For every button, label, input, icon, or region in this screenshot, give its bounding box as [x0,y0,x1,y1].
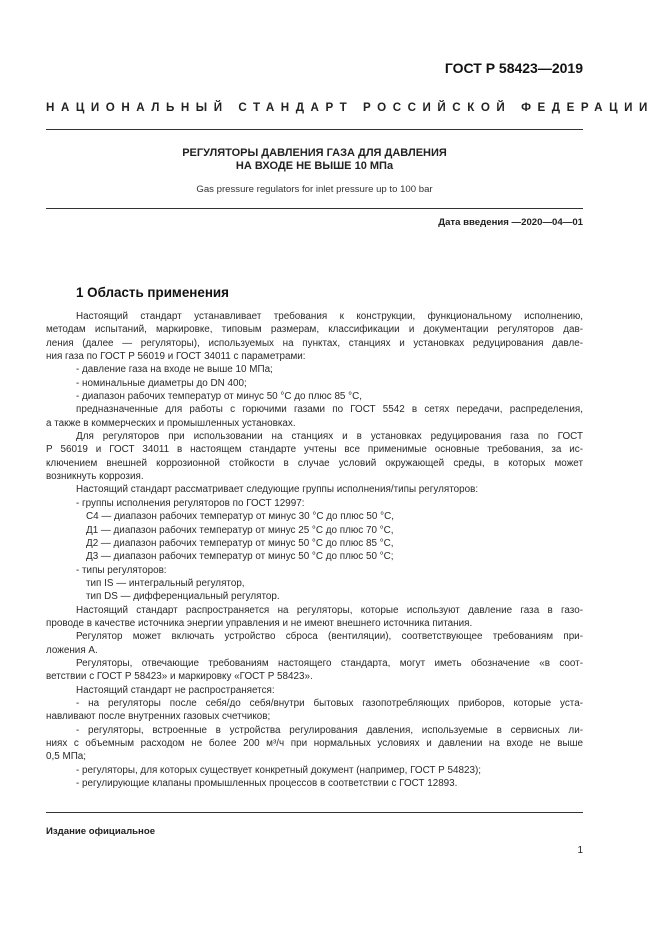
body-line: ниях с объемным расходом не более 200 м³/ч при нормальных условиях и давлении на входе не выше [46,738,583,749]
introduction-date: Дата введения —2020—04—01 [438,217,583,228]
body-line: - группы исполнения регуляторов по ГОСТ 12997: [76,497,305,509]
body-line: 0,5 МПа; [46,751,87,763]
body-line: тип IS — интегральный регулятор, [86,577,245,589]
english-title: Gas pressure regulators for inlet pressure up to 100 bar [196,184,433,195]
title-line-2: НА ВХОДЕ НЕ ВЫШЕ 10 МПа [235,160,394,172]
body-line: - регулирующие клапаны промышленных процессов в соответствии с ГОСТ 12893. [76,778,458,790]
body-line: - номинальные диаметры до DN 400; [76,377,247,389]
page-number: 1 [577,845,583,856]
body-line: Р 56019 и ГОСТ 34011 в настоящем стандарте учтены все применимые основные требования, за ис- [46,444,583,456]
body-line: предназначенные для работы с горючими газами по ГОСТ 5542 в сетях передачи, распределения, [76,404,583,416]
title-divider [46,208,583,209]
body-line: ключением внешней коррозионной стойкости в случае условий окружающей среды, в которых может [46,457,583,469]
body-line: Настоящий стандарт устанавливает требования к конструкции, функциональному исполнению, [76,311,583,322]
body-line: возникнуть коррозия. [46,471,144,483]
official-edition: Издание официальное [46,826,156,837]
body-line: - диапазон рабочих температур от минус 50 °С до плюс 85 °С, [76,391,362,403]
title-line-1: РЕГУЛЯТОРЫ ДАВЛЕНИЯ ГАЗА ДЛЯ ДАВЛЕНИЯ [182,147,447,159]
body-line: Регуляторы, отвечающие требованиям настоящего стандарта, могут иметь обозначение «в соот- [76,657,583,669]
body-line: - давление газа на входе не выше 10 МПа; [76,364,273,376]
body-line: - на регуляторы после себя/до себя/внутри бытовых газопотребляющих приборов, которые уста- [76,697,583,709]
body-line: ветствии с ГОСТ Р 58423» и маркировку «ГОСТ Р 58423». [46,671,313,683]
body-line: - регуляторы, встроенные в устройства регулирования давления, используемые в сервисных ли- [76,724,583,736]
top-divider [46,129,583,130]
document-title [46,147,583,173]
body-line: Д1 — диапазон рабочих температур от минус 25 °С до плюс 70 °С, [86,524,394,536]
body-line: методам испытаний, маркировке, типовым размерам, классификации и документации регуляторов дав- [46,324,583,336]
national-standard-heading: НАЦИОНАЛЬНЫЙ СТАНДАРТ РОССИЙСКОЙ ФЕДЕРАЦИИ [46,101,654,114]
body-line: - регуляторы, для которых существует конкретный документ (например, ГОСТ Р 54823); [76,764,481,776]
body-line: Д2 — диапазон рабочих температур от минус 50 °С до плюс 85 °С, [86,537,394,549]
body-line: навливают после внутренних газовых счетчиков; [46,711,271,723]
body-line: Регулятор может включать устройство сброса (вентиляции), соответствующее требованиям при- [76,631,583,643]
body-line: Д3 — диапазон рабочих температур от минус 50 °С до плюс 50 °С; [86,551,394,563]
body-line: - типы регуляторов: [76,564,167,576]
body-line: Настоящий стандарт рассматривает следующие группы исполнения/типы регуляторов: [76,484,479,496]
body-line: ния газа по ГОСТ Р 56019 и ГОСТ 34011 с параметрами: [46,351,306,363]
body-line: Настоящий стандарт не распространяется: [76,684,275,696]
body-line: С4 — диапазон рабочих температур от минус 30 °С до плюс 50 °С, [86,511,394,523]
body-line: тип DS — дифференциальный регулятор. [86,591,280,603]
body-line: ложения А. [46,644,98,656]
bottom-divider [46,812,583,813]
body-line: проводе в качестве источника энергии управления и не имеют внешнего источника питания. [46,617,473,629]
body-line: Для регуляторов при использовании на станциях и в установках редуцирования газа по ГОСТ [76,431,583,443]
section-heading: 1 Область применения [76,285,229,300]
section-body [46,310,583,790]
body-line: ления (далее — регуляторы), используемых на пунктах, станциях и установках редуцирования давле- [46,337,583,349]
gost-number: ГОСТ Р 58423—2019 [444,60,583,76]
body-line: а также в коммерческих и промышленных установках. [46,417,296,429]
body-line: Настоящий стандарт распространяется на регуляторы, которые используют давление газа в газо- [76,604,583,616]
